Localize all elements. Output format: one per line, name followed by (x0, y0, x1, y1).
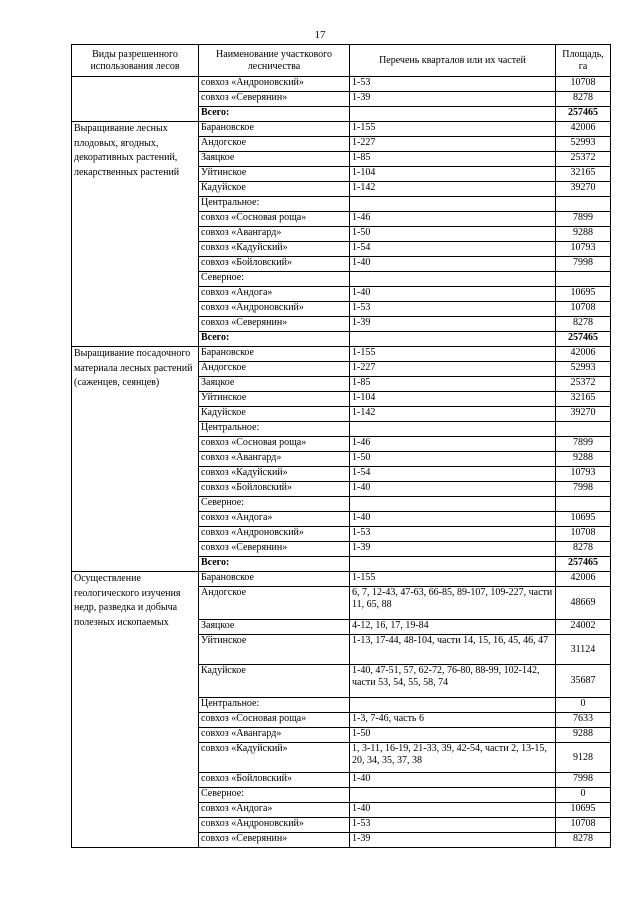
quarters-cell: 1-142 (350, 182, 556, 197)
forestry-cell: совхоз «Авангард» (199, 227, 350, 242)
area-cell: 31124 (556, 635, 611, 665)
area-cell: 48669 (556, 587, 611, 620)
quarters-cell: 1-39 (350, 833, 556, 848)
quarters-cell: 1-40, 47-51, 57, 62-72, 76-80, 88-99, 102-142, части 53, 54, 55, 58, 74 (350, 665, 556, 698)
forestry-cell: Заяцкое (199, 152, 350, 167)
area-cell: 9288 (556, 728, 611, 743)
area-cell: 10708 (556, 527, 611, 542)
quarters-cell: 1-85 (350, 377, 556, 392)
quarters-cell: 1-40 (350, 257, 556, 272)
forestry-cell: Барановское (199, 347, 350, 362)
forestry-cell: совхоз «Северянин» (199, 833, 350, 848)
area-cell: 25372 (556, 377, 611, 392)
quarters-cell (350, 197, 556, 212)
area-cell: 10708 (556, 818, 611, 833)
area-cell (556, 197, 611, 212)
forestry-cell: Андогское (199, 137, 350, 152)
quarters-cell: 1-40 (350, 773, 556, 788)
quarters-cell (350, 272, 556, 287)
forestry-cell: совхоз «Сосновая роща» (199, 713, 350, 728)
forestry-cell: совхоз «Северянин» (199, 92, 350, 107)
area-cell: 10793 (556, 467, 611, 482)
page-number: 17 (314, 29, 326, 41)
use-type-cell: Выращивание посадочного материала лесных растений (саженцев, сеянцев) (72, 347, 199, 572)
area-cell: 8278 (556, 92, 611, 107)
area-cell: 10708 (556, 77, 611, 92)
forestry-cell: Центральное: (199, 698, 350, 713)
quarters-cell (350, 497, 556, 512)
forestry-cell: совхоз «Бойловский» (199, 257, 350, 272)
header-area: Площадь, га (556, 45, 611, 77)
forestry-cell: Кадуйское (199, 665, 350, 698)
forestry-cell: Барановское (199, 122, 350, 137)
quarters-cell: 1-227 (350, 137, 556, 152)
forestry-cell: Кадуйское (199, 407, 350, 422)
area-cell: 42006 (556, 572, 611, 587)
quarters-cell (350, 698, 556, 713)
header-use-type: Виды разрешенного использования лесов (72, 45, 199, 77)
area-cell (556, 497, 611, 512)
quarters-cell: 1-155 (350, 572, 556, 587)
area-cell: 39270 (556, 182, 611, 197)
quarters-cell: 1-155 (350, 122, 556, 137)
area-cell: 8278 (556, 833, 611, 848)
forestry-cell: совхоз «Сосновая роща» (199, 212, 350, 227)
forestry-cell: совхоз «Северянин» (199, 542, 350, 557)
forestry-cell: совхоз «Кадуйский» (199, 743, 350, 773)
quarters-cell: 1-50 (350, 227, 556, 242)
quarters-cell: 1-85 (350, 152, 556, 167)
use-type-cell (72, 77, 199, 122)
area-cell: 32165 (556, 392, 611, 407)
area-cell: 7633 (556, 713, 611, 728)
area-cell: 52993 (556, 362, 611, 377)
quarters-cell: 1-53 (350, 302, 556, 317)
quarters-cell: 1-53 (350, 77, 556, 92)
forestry-cell: совхоз «Андога» (199, 803, 350, 818)
forest-use-table (71, 44, 611, 848)
area-cell: 257465 (556, 557, 611, 572)
forestry-cell: Северное: (199, 788, 350, 803)
forestry-cell: совхоз «Авангард» (199, 452, 350, 467)
forestry-cell: Барановское (199, 572, 350, 587)
quarters-cell: 1-46 (350, 212, 556, 227)
table-header-row (72, 45, 611, 77)
forestry-cell: Центральное: (199, 422, 350, 437)
forestry-cell: совхоз «Андроновский» (199, 527, 350, 542)
forestry-cell: совхоз «Кадуйский» (199, 467, 350, 482)
quarters-cell: 1-40 (350, 803, 556, 818)
quarters-cell: 1-40 (350, 482, 556, 497)
area-cell: 7899 (556, 212, 611, 227)
quarters-cell (350, 788, 556, 803)
use-type-cell: Осуществление геологического изучения недр, разведка и добыча полезных ископаемых (72, 572, 199, 848)
quarters-cell: 1-39 (350, 542, 556, 557)
area-cell: 0 (556, 788, 611, 803)
table-body (72, 77, 611, 848)
forestry-cell: Северное: (199, 497, 350, 512)
table-row (72, 77, 611, 92)
area-cell: 10708 (556, 302, 611, 317)
header-quarters: Перечень кварталов или их частей (350, 45, 556, 77)
forestry-cell: Заяцкое (199, 620, 350, 635)
quarters-cell: 1-53 (350, 527, 556, 542)
area-cell: 35687 (556, 665, 611, 698)
area-cell: 10793 (556, 242, 611, 257)
forestry-cell: Северное: (199, 272, 350, 287)
forestry-cell: совхоз «Северянин» (199, 317, 350, 332)
forestry-cell: Уйтинское (199, 392, 350, 407)
quarters-cell: 1-54 (350, 467, 556, 482)
quarters-cell: 1-13, 17-44, 48-104, части 14, 15, 16, 45, 46, 47 (350, 635, 556, 665)
quarters-cell: 1-227 (350, 362, 556, 377)
quarters-cell: 1-104 (350, 392, 556, 407)
forestry-cell: совхоз «Авангард» (199, 728, 350, 743)
header-forestry: Наименование участкового лесничества (199, 45, 350, 77)
area-cell: 257465 (556, 107, 611, 122)
area-cell: 52993 (556, 137, 611, 152)
area-cell: 10695 (556, 803, 611, 818)
area-cell (556, 272, 611, 287)
forestry-cell: совхоз «Бойловский» (199, 773, 350, 788)
quarters-cell (350, 557, 556, 572)
area-cell: 39270 (556, 407, 611, 422)
area-cell: 42006 (556, 347, 611, 362)
area-cell: 32165 (556, 167, 611, 182)
forestry-cell: совхоз «Сосновая роща» (199, 437, 350, 452)
quarters-cell: 1-142 (350, 407, 556, 422)
quarters-cell: 1-40 (350, 512, 556, 527)
area-cell: 0 (556, 698, 611, 713)
quarters-cell: 1-155 (350, 347, 556, 362)
quarters-cell: 4-12, 16, 17, 19-84 (350, 620, 556, 635)
quarters-cell: 1-53 (350, 818, 556, 833)
area-cell: 9288 (556, 227, 611, 242)
quarters-cell: 6, 7, 12-43, 47-63, 66-85, 89-107, 109-227, части 11, 65, 88 (350, 587, 556, 620)
forestry-cell: Андогское (199, 362, 350, 377)
quarters-cell: 1, 3-11, 16-19, 21-33, 39, 42-54, части 2, 13-15, 20, 34, 35, 37, 38 (350, 743, 556, 773)
forestry-cell: совхоз «Бойловский» (199, 482, 350, 497)
quarters-cell (350, 332, 556, 347)
forestry-cell: Кадуйское (199, 182, 350, 197)
forestry-cell: совхоз «Андога» (199, 512, 350, 527)
forestry-cell: Заяцкое (199, 377, 350, 392)
forestry-cell: Всего: (199, 107, 350, 122)
quarters-cell (350, 422, 556, 437)
forestry-cell: Центральное: (199, 197, 350, 212)
area-cell (556, 422, 611, 437)
area-cell: 7899 (556, 437, 611, 452)
area-cell: 10695 (556, 512, 611, 527)
table-row (72, 122, 611, 137)
quarters-cell: 1-39 (350, 317, 556, 332)
area-cell: 7998 (556, 773, 611, 788)
forestry-cell: Андогское (199, 587, 350, 620)
area-cell: 8278 (556, 317, 611, 332)
forestry-cell: совхоз «Андроновский» (199, 818, 350, 833)
table-row (72, 572, 611, 587)
area-cell: 7998 (556, 482, 611, 497)
quarters-cell: 1-50 (350, 452, 556, 467)
area-cell: 24002 (556, 620, 611, 635)
area-cell: 257465 (556, 332, 611, 347)
quarters-cell: 1-40 (350, 287, 556, 302)
quarters-cell: 1-50 (350, 728, 556, 743)
forestry-cell: Всего: (199, 557, 350, 572)
quarters-cell: 1-46 (350, 437, 556, 452)
quarters-cell: 1-54 (350, 242, 556, 257)
forestry-cell: Уйтинское (199, 167, 350, 182)
forestry-cell: совхоз «Андроновский» (199, 77, 350, 92)
use-type-cell: Выращивание лесных плодовых, ягодных, декоративных растений, лекарственных растений (72, 122, 199, 347)
area-cell: 7998 (556, 257, 611, 272)
area-cell: 8278 (556, 542, 611, 557)
area-cell: 10695 (556, 287, 611, 302)
forestry-cell: совхоз «Андога» (199, 287, 350, 302)
quarters-cell: 1-104 (350, 167, 556, 182)
forestry-cell: совхоз «Кадуйский» (199, 242, 350, 257)
quarters-cell: 1-3, 7-46, часть 6 (350, 713, 556, 728)
table-row (72, 347, 611, 362)
area-cell: 9288 (556, 452, 611, 467)
area-cell: 9128 (556, 743, 611, 773)
quarters-cell: 1-39 (350, 92, 556, 107)
area-cell: 42006 (556, 122, 611, 137)
forestry-cell: Уйтинское (199, 635, 350, 665)
quarters-cell (350, 107, 556, 122)
area-cell: 25372 (556, 152, 611, 167)
forestry-cell: Всего: (199, 332, 350, 347)
forestry-cell: совхоз «Андроновский» (199, 302, 350, 317)
